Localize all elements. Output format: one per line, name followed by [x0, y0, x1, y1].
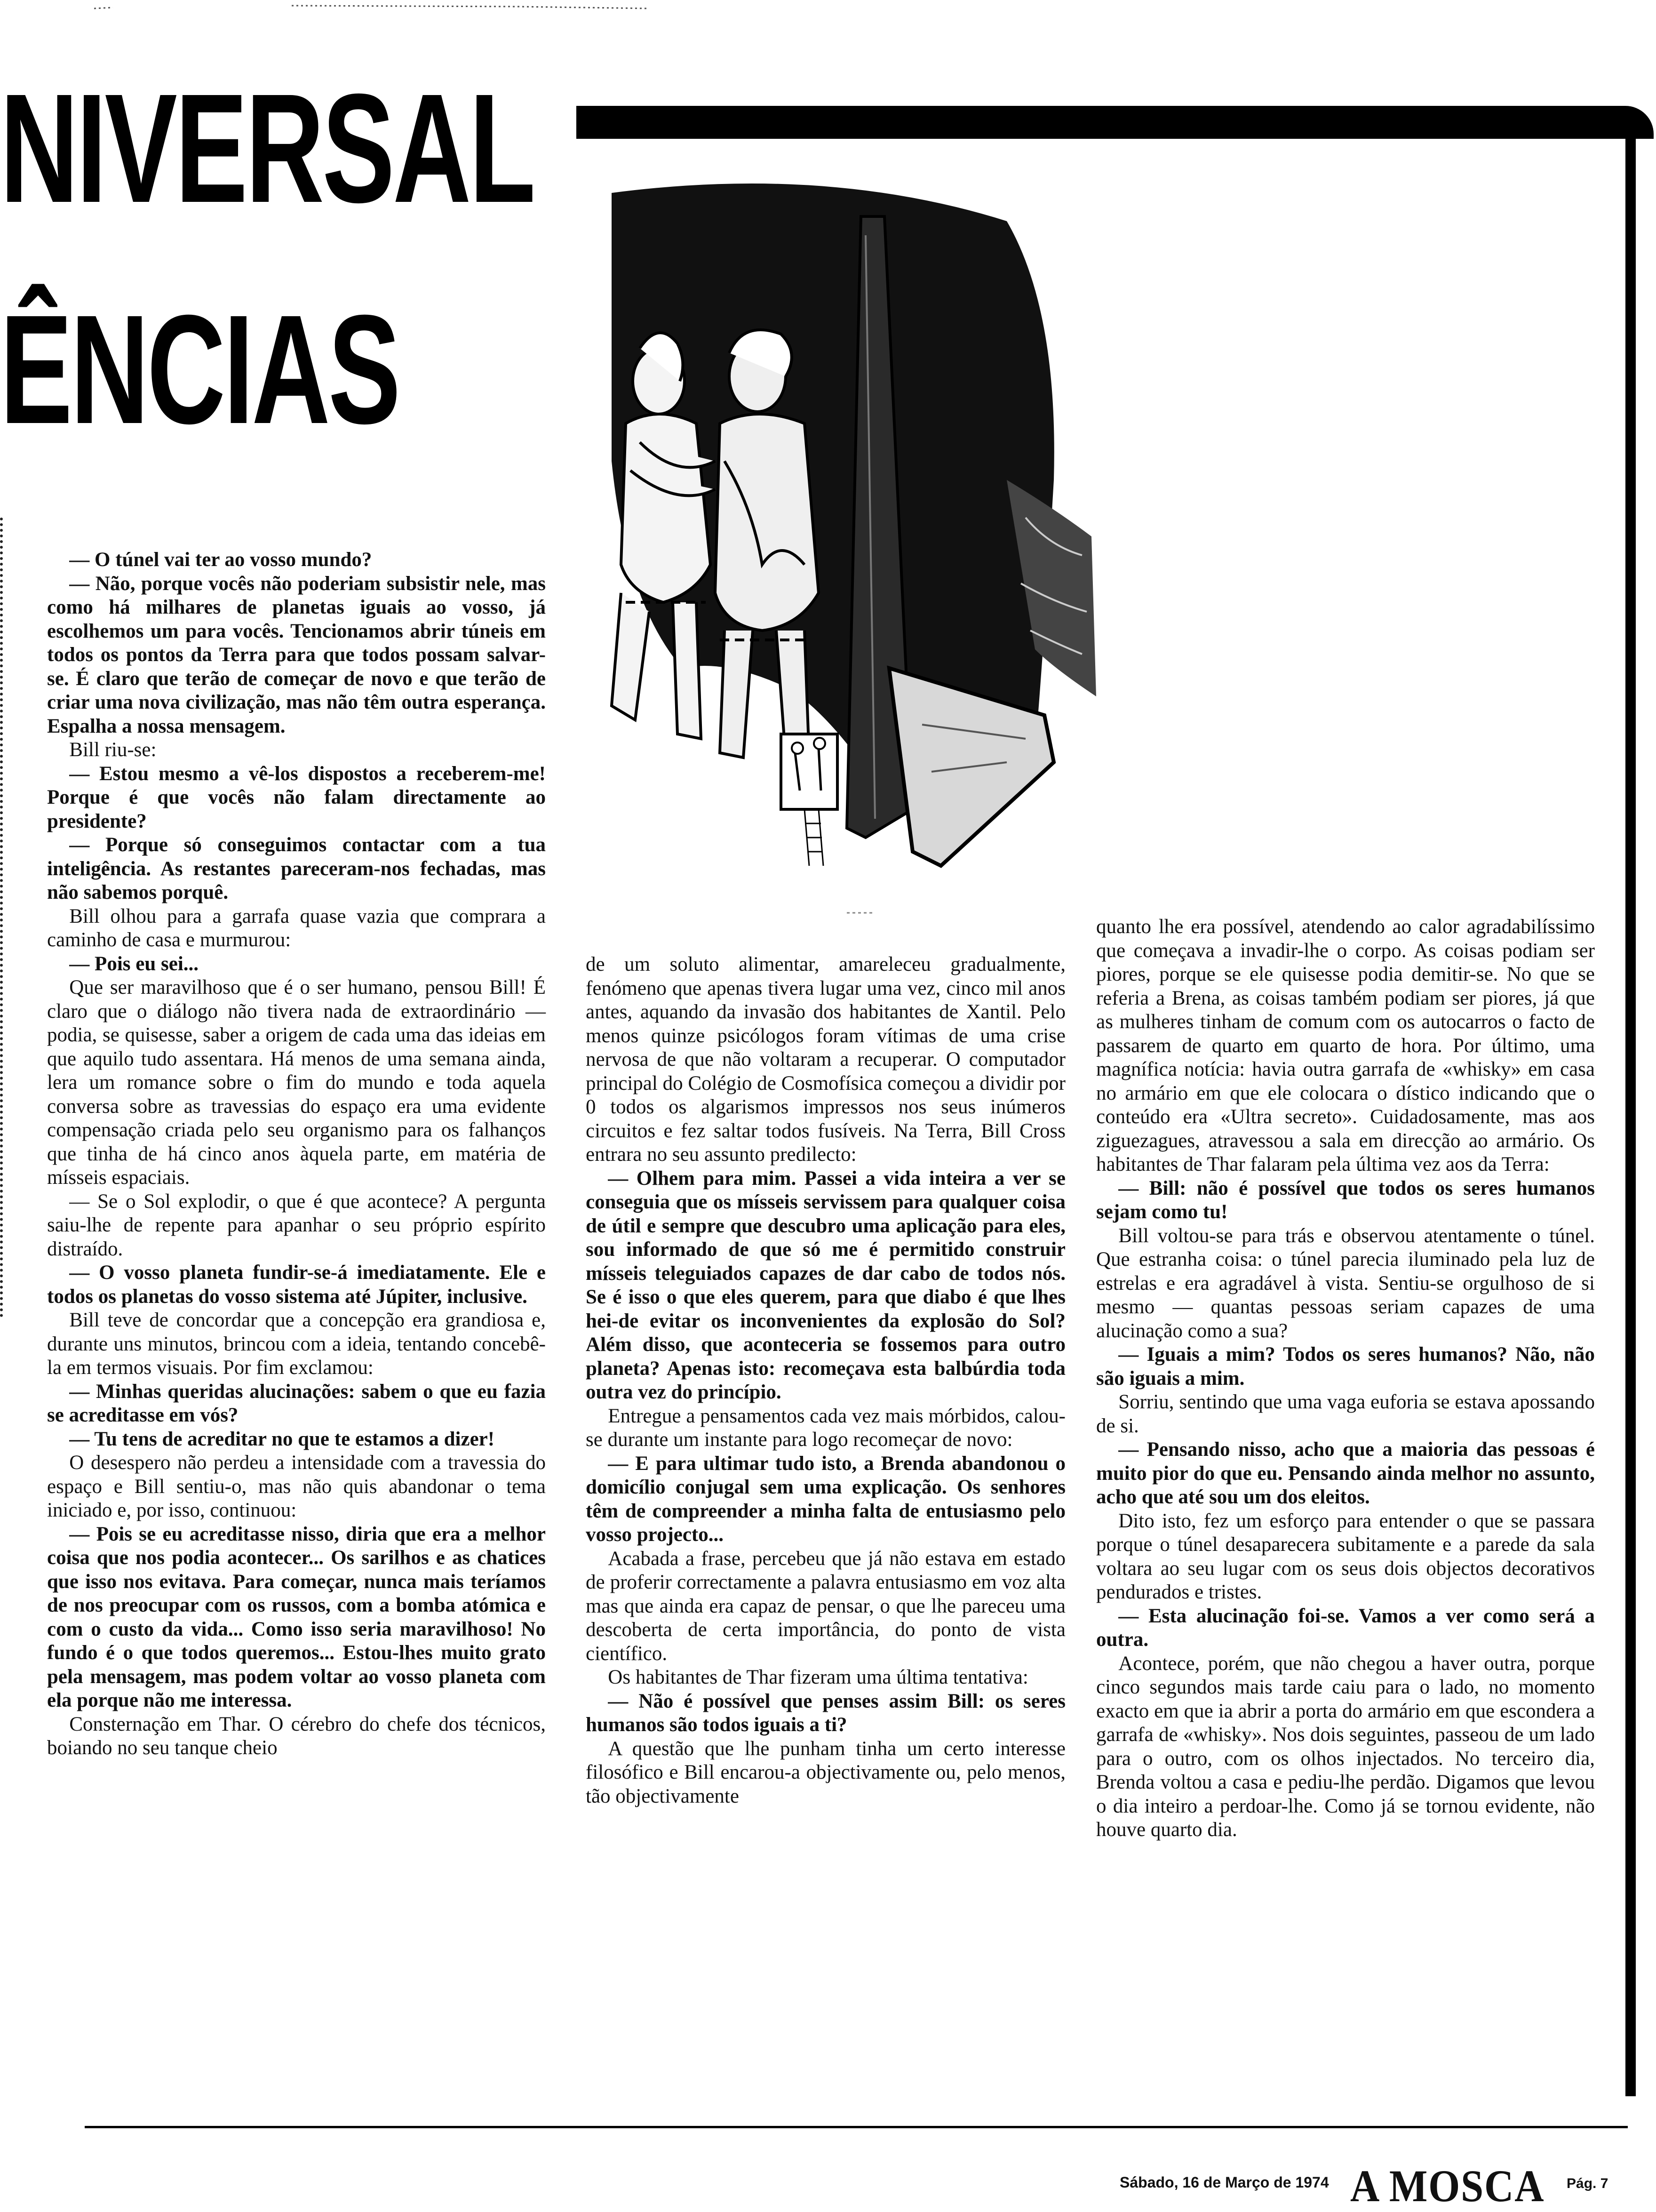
- footer-date: Sábado, 16 de Março de 1974: [1120, 2174, 1329, 2191]
- dialogue-paragraph: — Estou mesmo a vê-los dispostos a receberem-me! Porque é que vocês não falam directamente ao presidente?: [47, 762, 546, 832]
- body-paragraph: Bill teve de concordar que a concepção era grandiosa e, durante uns minutos, brincou com a ideia, tentando concebê-la em termos visuais. Por fim exclamou:: [47, 1309, 546, 1379]
- dialogue-paragraph: — Iguais a mim? Todos os seres humanos? Não, não são iguais a mim.: [1096, 1343, 1595, 1389]
- print-specks: [94, 0, 706, 19]
- body-paragraph: Os habitantes de Thar fizeram uma última tentativa:: [608, 1666, 1028, 1688]
- body-paragraph: Sorriu, sentindo que uma vaga euforia se estava apossando de si.: [1096, 1391, 1595, 1437]
- dialogue-paragraph: — Não, porque vocês não poderiam subsistir nele, mas como há milhares de planetas iguais ao vosso, já escolhemos um para vocês. Tencionamos abrir túneis em todos os pontos da Terra para que todos possam salvar-se. É claro que terão de começar de novo e que terão de criar uma nova civilização, mas não têm outra esperança. Espalha a nossa mensagem.: [47, 572, 546, 737]
- page-number: Pág. 7: [1567, 2176, 1608, 2191]
- dialogue-paragraph: — Minhas queridas alucinações: sabem o que eu fazia se acreditasse em vós?: [47, 1380, 546, 1426]
- body-paragraph: quanto lhe era possível, atendendo ao calor agradabilíssimo que começava a invadir-lhe o corpo. As coisas podiam ser piores, porque se ele quisesse podia demitir-se. No que se referia a Brena, as coisas também podiam ser piores, já que as mulheres tinham de comum com os autocarros o facto de passarem de quarto em quarto de hora. Por último, uma magnífica notícia: havia outra garrafa de «whisky» em casa no armário em que ele colocara o dístico indicando que o conteúdo era «Ultra secreto». Cuidadosamente, mas aos ziguezagues, atravessou a sala em direcção ao armário. Os habitantes de Thar falaram pela última vez aos da Terra:: [1096, 916, 1595, 1175]
- dialogue-paragraph: — O vosso planeta fundir-se-á imediatamente. Ele e todos os planetas do vosso sistema até Júpiter, inclusive.: [47, 1262, 546, 1308]
- left-margin-marks: [0, 518, 9, 1318]
- dialogue-paragraph: — Tu tens de acreditar no que te estamos a dizer!: [69, 1428, 495, 1450]
- headline-line-1: NIVERSAL: [0, 61, 534, 235]
- body-paragraph: Bill riu-se:: [69, 739, 157, 761]
- body-paragraph: Entregue a pensamentos cada vez mais mórbidos, calou-se durante um instante para logo recomeçar de novo:: [586, 1405, 1066, 1451]
- body-paragraph: Bill voltou-se para trás e observou atentamente o túnel. Que estranha coisa: o túnel parecia iluminado pela luz de estrelas e era agradável à vista. Sentiu-se orgulhoso de si mesmo — quantas pessoas seriam capazes de uma alucinação como a sua?: [1096, 1224, 1595, 1342]
- body-paragraph: Consternação em Thar. O cérebro do chefe dos técnicos, boiando no seu tanque cheio: [47, 1713, 546, 1759]
- headline-line-2: ÊNCIAS: [0, 282, 399, 456]
- body-paragraph: Que ser maravilhoso que é o ser humano, pensou Bill! É claro que o diálogo não tivera nada de extraordinário — podia, se quisesse, saber a origem de cada uma das ideias em que aquilo tudo assentara. Há menos de uma semana ainda, lera um romance sobre o fim do mundo e toda aquela conversa sobre as travessias do espaço era uma evidente compensação criada pelo seu organismo para os falhanços que tinha de há cinco anos àquela parte, em matéria de mísseis espaciais.: [47, 976, 546, 1189]
- body-paragraph: — Se o Sol explodir, o que é que acontece? A pergunta saiu-lhe de repente para apanhar o seu próprio espírito distraído.: [47, 1190, 546, 1260]
- dialogue-paragraph: — Porque só conseguimos contactar com a tua inteligência. As restantes pareceram-nos fechadas, mas não sabemos porquê.: [47, 834, 546, 903]
- body-paragraph: Bill olhou para a garrafa quase vazia que comprara a caminho de casa e murmurou:: [47, 905, 546, 951]
- dialogue-paragraph: — O túnel vai ter ao vosso mundo?: [69, 549, 372, 571]
- dialogue-paragraph: — Esta alucinação foi-se. Vamos a ver como será a outra.: [1096, 1605, 1595, 1651]
- dialogue-paragraph: — Olhem para mim. Passei a vida inteira a ver se conseguia que os mísseis servissem para qualquer coisa de útil e sempre que descubro uma aplicação para eles, sou informado de que só me é permitido construir mísseis teleguiados capazes de dar cabo de todos nós. Se é isso o que eles querem, para que diabo é que lhes hei-de evitar os inconvenientes da explosão do Sol? Além disso, que aconteceria se fossemos para outro planeta? Apenas isto: recomeçava esta balbúrdia toda outra vez do princípio.: [586, 1167, 1066, 1403]
- body-paragraph: A questão que lhe punham tinha um certo interesse filosófico e Bill encarou-a objectivamente ou, pelo menos, tão objectivamente: [586, 1737, 1066, 1807]
- dialogue-paragraph: — Pois eu sei...: [69, 952, 199, 975]
- body-paragraph: Dito isto, fez um esforço para entender o que se passara porque o túnel desaparecera subitamente e a parede da sala voltara ao seu lugar com os seus dois objectos decorativos pendurados e tristes.: [1096, 1509, 1595, 1603]
- footer-rule: [85, 2126, 1628, 2128]
- body-paragraph: Acontece, porém, que não chegou a haver outra, porque cinco segundos mais tarde caiu para o lado, no momento exacto em que ia abrir a porta do armário em que escondera a garrafa de «whisky». Nos dois seguintes, passeou de um lado para o outro, com os olhos injectados. No terceiro dia, Brenda voltou a casa e pediu-lhe perdão. Digamos que levou o dia inteiro a perdoar-lhe. Como já se tornou evidente, não houve quarto dia.: [1096, 1652, 1595, 1841]
- body-paragraph: Acabada a frase, percebeu que já não estava em estado de proferir correctamente a palavra entusiasmo em voz alta mas que ainda era capaz de pensar, o que lhe pareceu uma descoberta de certa importância, do ponto de vista científico.: [586, 1547, 1066, 1665]
- dialogue-paragraph: — Bill: não é possível que todos os seres humanos sejam como tu!: [1096, 1177, 1595, 1223]
- article-column-1: [47, 548, 546, 1760]
- article-column-2: [586, 953, 1066, 1808]
- decorative-top-bar: [576, 106, 1654, 139]
- illustration-tunnel-figures: [583, 179, 1101, 941]
- article-column-3: [1096, 915, 1595, 1842]
- masthead: A MOSCA: [1350, 2161, 1545, 2211]
- dialogue-paragraph: — Pensando nisso, acho que a maioria das pessoas é muito pior do que eu. Pensando ainda melhor no assunto, acho que até sou um dos eleitos.: [1096, 1438, 1595, 1508]
- dialogue-paragraph: — Pois se eu acreditasse nisso, diria que era a melhor coisa que nos podia acontecer... Os sarilhos e as chatices que isso nos evitava. Para começar, nunca mais teríamos de nos preocupar com os russos, com a bomba atómica e com o custo da vida... Como isso seria maravilhoso! No fundo é o que todos queremos... Estou-lhes muito grato pela mensagem, mas podem voltar ao vosso planeta com ela porque não me interessa.: [47, 1523, 546, 1711]
- dialogue-paragraph: — E para ultimar tudo isto, a Brenda abandonou o domicílio conjugal sem uma explicação. Os senhores têm de compreender a minha falta de entusiasmo pelo vosso projecto...: [586, 1452, 1066, 1546]
- right-border-rule: [1625, 120, 1636, 2096]
- dialogue-paragraph: — Não é possível que penses assim Bill: os seres humanos são todos iguais a ti?: [586, 1690, 1066, 1736]
- body-paragraph: de um soluto alimentar, amareleceu gradualmente, fenómeno que apenas tivera lugar uma vez, cinco mil anos antes, aquando da invasão dos habitantes de Xantil. Pelo menos quinze psicólogos foram vítimas de uma crise nervosa de que não voltaram a recuperar. O computador principal do Colégio de Cosmofísica começou a dividir por 0 todos os algarismos impressos nos seus inúmeros circuitos e fez saltar todos fusíveis. Na Terra, Bill Cross entrara no seu assunto predilecto:: [586, 953, 1066, 1166]
- body-paragraph: O desespero não perdeu a intensidade com a travessia do espaço e Bill sentiu-o, mas não quis abandonar o tema iniciado e, por isso, continuou:: [47, 1452, 546, 1521]
